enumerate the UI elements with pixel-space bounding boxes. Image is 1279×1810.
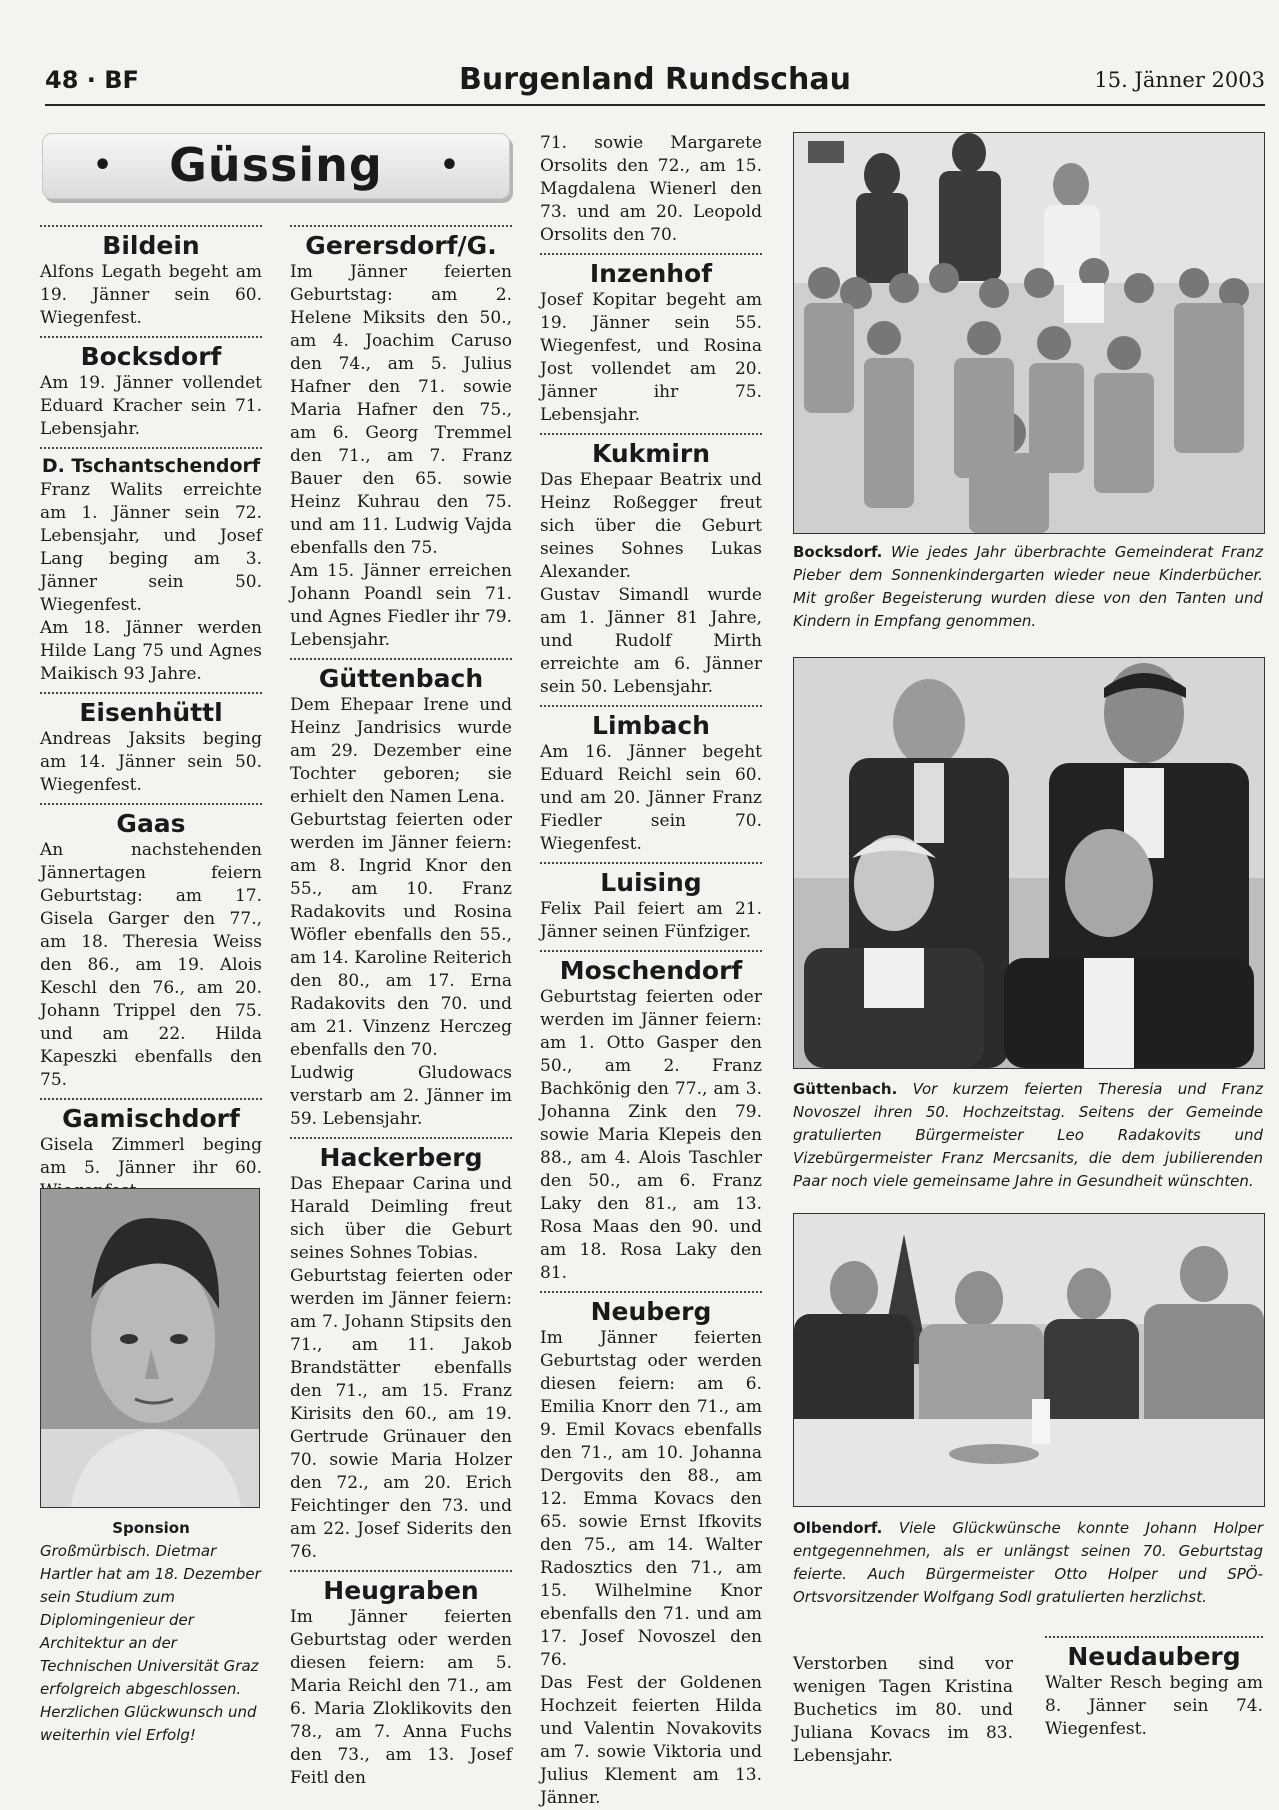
column-1 [40,225,262,1203]
page-header [45,62,1265,106]
article-bildein [40,225,262,330]
article-moschendorf [540,950,762,1285]
article-text: Franz Walits erreichte am 1. Jänner sein 72. Lebensjahr, und Josef Lang beging am 3. Jänner sein 50. Wiegenfest. [40,480,262,615]
article-text: Im Jänner feierten Geburtstag: am 2. Helene Miksits den 50., am 4. Joachim Caruso den 74., am 5. Julius Hafner den 71. sowie Maria Hafner den 75., am 6. Georg Tremmel den 71., am 7. Franz Bauer den 65. sowie Heinz Kuhrau den 75. und am 11. Ludwig Vajda ebenfalls den 75. [290,262,512,558]
article-text: Felix Pail feiert am 21. Jänner seinen Fünfziger. [540,899,762,942]
article-text: Geburtstag feierten oder werden im Jänner feiern: am 1. Otto Gasper den 50., am 2. Franz Bachkönig den 77., am 3. Johanna Zink den 79. sowie Maria Klepeis den 88., am 4. Alois Taschler den 50., am 6. Franz Laky den 81., am 13. Rosa Maas den 90. und am 18. Rosa Laky den 81. [540,987,762,1283]
article-bocksdorf [40,336,262,441]
article-title: Gaas [40,803,262,839]
article-hackerberg [290,1137,512,1564]
banner-dot-left: • [93,148,113,183]
article-heugraben [290,1570,512,1790]
article-title: Hackerberg [290,1137,512,1173]
article-text: Ludwig Gludowacs verstarb am 2. Jänner im 59. Lebensjahr. [290,1063,512,1129]
caption-text: Wie jedes Jahr überbrachte Gemeinderat Franz Pieber dem Sonnenkindergarten wieder neue Kinderbücher. Mit großer Begeisterung wurden diese von den Tanten und Kindern in Empfang genommen. [793,543,1263,630]
caption-text: Vor kurzem feierten Theresia und Franz Novoszel ihren 50. Hochzeitstag. Seitens der Gemeinde gratulierten Bürgermeister Leo Radakovits und Vizebürgermeister Franz Mercsanits, die dem jubilierenden Paar noch viele gemeinsame Jahre in Gesundheit wünschten. [793,1080,1263,1190]
banner-dot-right: • [439,148,459,183]
article-title: Kukmirn [540,433,762,469]
article-limbach [540,705,762,856]
article-title: Neuberg [540,1291,762,1327]
caption-guettenbach [793,1078,1263,1193]
portrait-photo [40,1188,260,1508]
article-text: An nachstehenden Jännertagen feiern Geburtstag: am 17. Gisela Garger den 77., am 18. Theresia Weiss den 86., am 19. Alois Keschl den 76., am 20. Johann Trippel den 75. und am 22. Hilda Kapeszki ebenfalls den 75. [40,840,262,1090]
article-text: Walter Resch beging am 8. Jänner sein 74. Wiegenfest. [1045,1673,1263,1739]
article-text: Am 18. Jänner werden Hilde Lang 75 und Agnes Maikisch 93 Jahre. [40,618,262,684]
article-title: Bildein [40,225,262,261]
article-text: Andreas Jaksits beging am 14. Jänner sein 50. Wiegenfest. [40,729,262,795]
article-title: Gerersdorf/G. [290,225,512,261]
article-gerersdorf [290,225,512,652]
article-text: Geburtstag feierten oder werden im Jänner feiern: am 7. Johann Stipsits den 71., am 11. Jakob Brandstätter ebenfalls den 71., am 15. Franz Kirisits den 60., am 19. Gertrude Grünauer den 70. sowie Maria Holzer den 72., am 20. Erich Feichtinger den 73. und am 22. Josef Siderits den 76. [290,1266,512,1562]
article-text: Das Ehepaar Beatrix und Heinz Roßegger freut sich über die Geburt seines Sohnes Lukas Alexander. [540,470,762,582]
caption-place: Bocksdorf. [793,543,883,561]
article-text: Gustav Simandl wurde am 1. Jänner 81 Jahre, und Rudolf Mirth erreichte am 6. Jänner sein 50. Lebensjahr. [540,585,762,697]
caption-place: Olbendorf. [793,1519,883,1537]
issue-date: 15. Jänner 2003 [1094,68,1265,92]
obituary-text: Verstorben sind vor wenigen Tagen Kristina Buchetics im 80. und Juliana Kovacs im 83. Lebensjahr. [793,1654,1013,1766]
article-kukmirn [540,433,762,699]
article-heugraben-continued [540,132,762,247]
article-title: Limbach [540,705,762,741]
page-number: 48 · BF [45,66,139,94]
article-eisenhuettl [40,692,262,797]
article-text: 71. sowie Margarete Orsolits den 72., am 15. Magdalena Wienerl den 73. und am 20. Leopold Orsolits den 70. [540,133,762,245]
article-neudauberg [1045,1636,1263,1741]
article-text: Am 15. Jänner erreichen Johann Poandl sein 71. und Agnes Fiedler ihr 79. Lebensjahr. [290,561,512,650]
article-title: Gamischdorf [40,1098,262,1134]
article-text: Alfons Legath begeht am 19. Jänner sein 60. Wiegenfest. [40,262,262,328]
sponsion-title: Sponsion [112,1519,190,1537]
article-luising [540,862,762,944]
article-title: Moschendorf [540,950,762,986]
article-gaas [40,803,262,1092]
article-text: Dem Ehepaar Irene und Heinz Jandrisics wurde am 29. Dezember eine Tochter geboren; sie erhielt den Namen Lena. [290,695,512,807]
article-guettenbach [290,658,512,1131]
photo-kindergarten [793,132,1265,534]
caption-place: Güttenbach. [793,1080,898,1098]
article-title: Inzenhof [540,253,762,289]
article-title: Luising [540,862,762,898]
article-title: Neudauberg [1045,1636,1263,1672]
article-text: Im Jänner feierten Geburtstag oder werden diesen feiern: am 6. Emilia Knorr den 71., am 9. Emil Kovacs ebenfalls den 71., am 10. Johanna Dergovits den 88., am 12. Emma Kovacs den 65. sowie Ernst Ifkovits den 75., am 14. Walter Radosztics den 71., am 15. Wilhelmine Knor ebenfalls den 71. und am 17. Josef Novoszel den 76. [540,1328,762,1670]
sponsion-text: Großmürbisch. Dietmar Hartler hat am 18. Dezember sein Studium zum Diplomingenieur der Architektur an der Technischen Universität Graz erfolgreich abgeschlossen. Herzlichen Glückwunsch und weiterhin viel Erfolg! [40,1542,261,1744]
article-title: Eisenhüttl [40,692,262,728]
photo-birthday [793,1213,1265,1507]
sponsion-caption [40,1517,262,1747]
article-text: Josef Kopitar begeht am 19. Jänner sein 55. Wiegenfest, und Rosina Jost vollendet am 20. Jänner ihr 75. Lebensjahr. [540,290,762,425]
article-text: Das Fest der Goldenen Hochzeit feierten Hilda und Valentin Novakovits am 7. sowie Viktoria und Julius Klement am 13. Jänner. [540,1673,762,1808]
caption-bocksdorf [793,541,1263,633]
obituary-note [793,1636,1013,1785]
region-title: Güssing [169,138,383,192]
article-title: D. Tschantschendorf [40,447,262,479]
newspaper-title: Burgenland Rundschau [459,62,851,97]
photo-anniversary [793,657,1265,1069]
article-neuberg [540,1291,762,1810]
caption-text: Viele Glückwünsche konnte Johann Holper entgegennehmen, als er unlängst seinen 70. Geburtstag feierte. Auch Bürgermeister Otto Holper und SPÖ-Ortsvorsitzender Wolfgang Sodl gratulierten herzlichst. [793,1519,1263,1606]
article-title: Güttenbach [290,658,512,694]
article-title: Bocksdorf [40,336,262,372]
article-text: Das Ehepaar Carina und Harald Deimling freut sich über die Geburt seines Sohnes Tobias. [290,1174,512,1263]
article-text: Am 16. Jänner begeht Eduard Reichl sein 60. und am 20. Jänner Franz Fiedler sein 70. Wiegenfest. [540,742,762,854]
caption-olbendorf [793,1517,1263,1609]
article-inzenhof [540,253,762,427]
column-3 [540,132,762,1810]
article-title: Heugraben [290,1570,512,1606]
article-text: Gisela Zimmerl beging am 5. Jänner ihr 60. [40,1135,262,1178]
column-2 [290,225,512,1790]
article-text: Am 19. Jänner vollendet Eduard Kracher sein 71. Lebensjahr. [40,373,262,439]
article-text: Geburtstag feierten oder werden im Jänner feiern: am 8. Ingrid Knor den 55., am 10. Franz Radakovits und Rosina Wöfler ebenfalls den 55., am 14. Karoline Reiterich den 80., am 17. Erna Radakovits den 70. und am 21. Vinzenz Herczeg ebenfalls den 70. [290,810,512,1060]
article-text: Im Jänner feierten Geburtstag oder werden diesen feiern: am 5. Maria Reichl den 71., am 6. Maria Zloklikovits den 78., am 7. Anna Fuchs den 73., am 13. Josef Feitl den [290,1607,512,1788]
article-d-tschantschendorf [40,447,262,686]
region-banner [42,133,510,199]
